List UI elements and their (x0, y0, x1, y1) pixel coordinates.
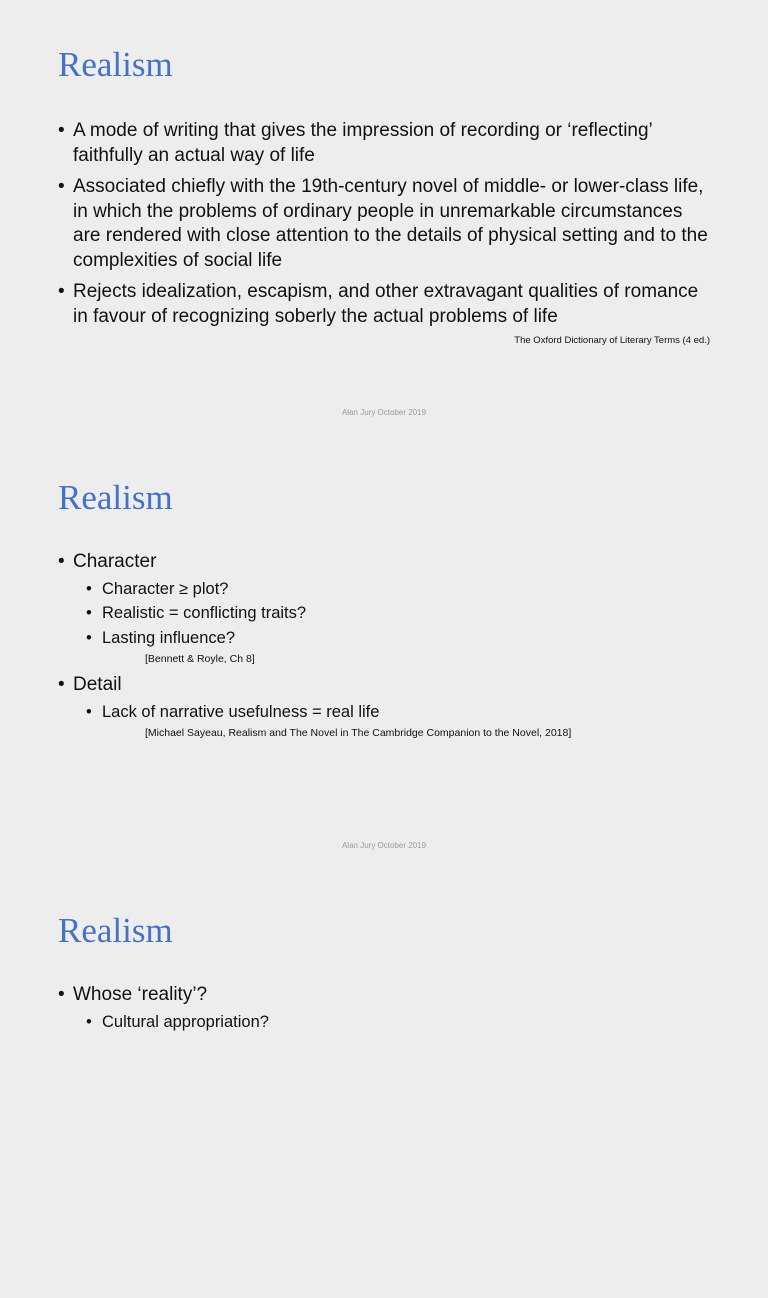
sub-bullet-item: • Character ≥ plot? (58, 577, 708, 602)
reference: [Bennett & Royle, Ch 8] (145, 653, 255, 665)
bullet-item: • Associated chiefly with the 19th-century novel of middle- or lower-class life, in which the problems of ordinary people in unremarkable circumstances are rendered with close attention to the details of physical setting and to the complexities of social life (58, 175, 708, 273)
bullet-text: Whose ‘reality’? (73, 984, 208, 1005)
bullet-item (58, 550, 708, 666)
slide-1 (0, 0, 768, 432)
slide-2 (0, 433, 768, 865)
bullet-item (58, 673, 708, 740)
slide-title: Realism (58, 478, 173, 517)
bullet-list (58, 983, 708, 1041)
slide-footer: Alan Jury October 2019 (341, 841, 427, 850)
bullet-list (58, 119, 708, 336)
slide-3 (0, 866, 768, 1298)
sub-bullet-item: • Lasting influence? (58, 626, 708, 651)
bullet-list (58, 550, 708, 747)
sub-bullet-item: • Realistic = conflicting traits? (58, 601, 708, 626)
bullet-text: Character (73, 551, 157, 572)
bullet-item (58, 983, 708, 1034)
slide-footer: Alan Jury October 2019 (341, 408, 427, 417)
sub-bullet-list (58, 1010, 708, 1035)
reference: [Michael Sayeau, Realism and The Novel in The Cambridge Companion to the Novel, 2018] (145, 727, 572, 739)
bullet-item: • A mode of writing that gives the impression of recording or ‘reflecting’ faithfully an actual way of life (58, 119, 708, 168)
sub-bullet-item: • Lack of narrative usefulness = real life (58, 700, 708, 725)
bullet-text: Detail (73, 674, 122, 695)
source-citation: The Oxford Dictionary of Literary Terms (4 ed.) (514, 335, 710, 346)
bullet-item: • Rejects idealization, escapism, and other extravagant qualities of romance in favour of recognizing soberly the actual problems of life (58, 280, 708, 329)
sub-bullet-list (58, 700, 708, 725)
slide-title: Realism (58, 911, 173, 950)
sub-bullet-list (58, 577, 708, 651)
sub-bullet-item: • Cultural appropriation? (58, 1010, 708, 1035)
slide-title: Realism (58, 45, 173, 84)
